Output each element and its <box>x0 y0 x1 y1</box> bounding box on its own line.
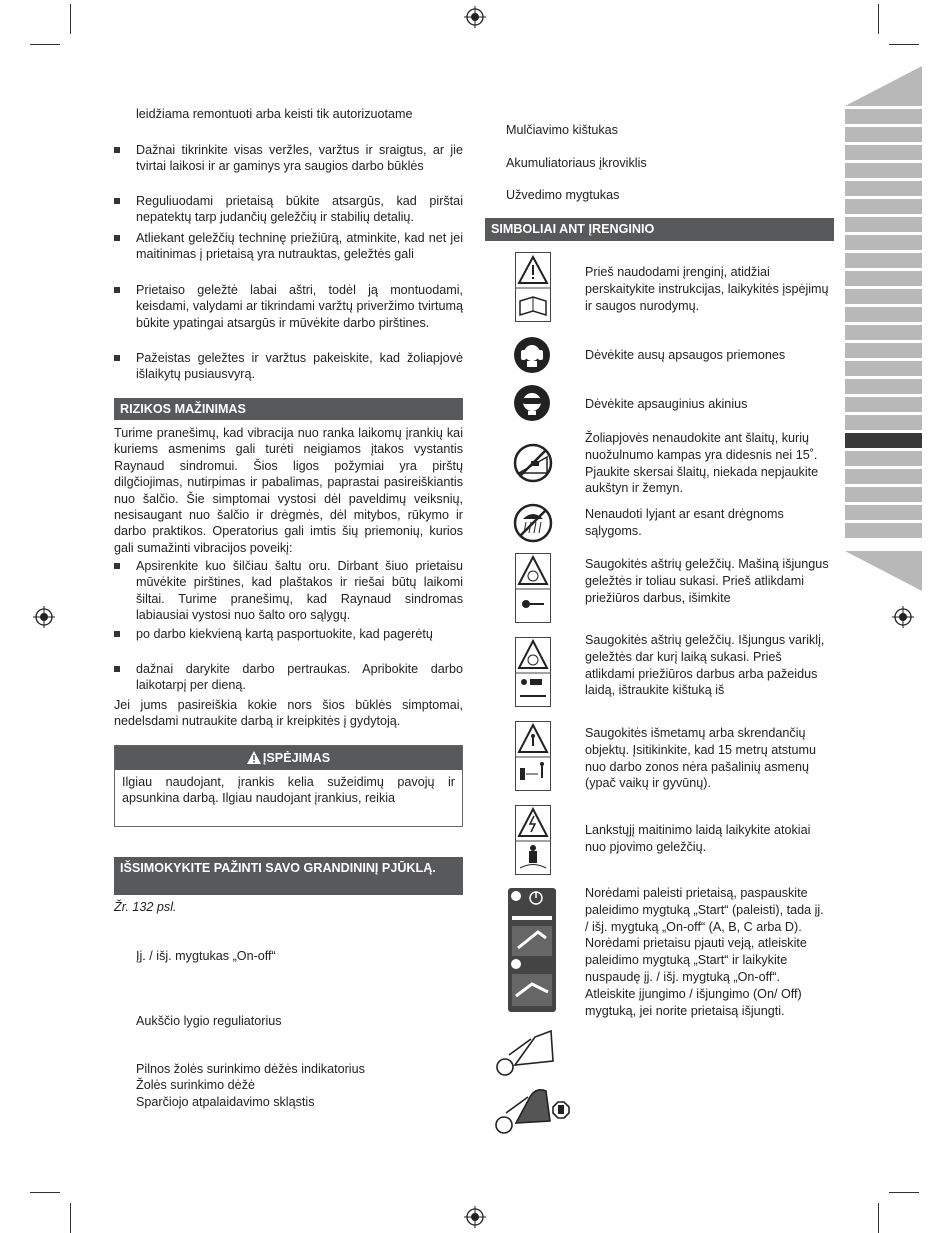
symbol-description: Norėdami paleisti prietaisą, paspauskite paleidimo mygtuką „Start“ (paleisti), tada įj. / išj. mygtuką „On-off“ (A, B, C arba D). Norėdami prietaisu pjauti veją, atleiskite paleidimo mygtuką „Start“ ir laikykite nuspaudę įj. / išj. mygtuką „On-off“. Atleiskite įjungimo / išjungimo (On/ Off) mygtuką, jei norite prietaisą išjungti. <box>585 886 824 1018</box>
symbol-description: Lankstųjį maitinimo laidą laikykite atokiai nuo pjovimo geležčių. <box>585 823 811 854</box>
crop-mark <box>70 1203 71 1233</box>
crop-mark <box>878 1203 879 1233</box>
thumb-tab <box>845 451 922 466</box>
registration-mark-icon <box>464 1206 486 1228</box>
crop-mark <box>878 4 879 34</box>
list-item: Dažnai tikrinkite visas veržles, varžtus ir sraigtus, ar jie tvirtai laikosi ir ar gaminys yra saugios darbo būklės <box>114 142 463 175</box>
thumb-tab <box>845 235 922 250</box>
registration-mark-icon <box>892 606 914 628</box>
symbol-description: Dėvėkite ausų apsaugos priemones <box>585 348 786 362</box>
list-item: dažnai darykite darbo pertraukas. Apribokite darbo laikotarpį per dieną. <box>114 661 463 694</box>
thumb-tab <box>845 289 922 304</box>
no-slope-icon <box>513 443 553 483</box>
warning-box <box>114 745 463 827</box>
thumb-tab <box>845 343 922 358</box>
section-heading-risk: RIZIKOS MAŽINIMAS <box>114 398 463 420</box>
page-reference: Žr. 132 psl. <box>114 900 177 914</box>
thrown-objects-icon <box>515 721 551 791</box>
eye-protection-icon <box>513 384 551 422</box>
registration-mark-icon <box>33 606 55 628</box>
thumb-tab <box>845 217 922 232</box>
thumb-tab <box>845 199 922 214</box>
thumb-tab <box>845 181 922 196</box>
mower-grass-bag-icon <box>495 1025 557 1077</box>
thumb-tab <box>845 127 922 142</box>
crop-mark <box>70 4 71 34</box>
thumb-tab <box>845 487 922 502</box>
warning-triangle-icon <box>247 751 261 764</box>
cable-away-icon <box>515 805 551 875</box>
ear-protection-icon <box>513 336 551 374</box>
thumb-tab <box>845 325 922 340</box>
registration-mark-icon <box>464 6 486 28</box>
part-label: Sparčiojo atpalaidavimo skląstis <box>136 1095 315 1109</box>
thumb-tab <box>845 523 922 538</box>
symbol-description: Žoliapjovės nenaudokite ant šlaitų, kurių nuožulnumo kampas yra didesnis nei 15˚. Pjaukite skersai šlaitų, niekada nepjaukite aukštyn ir žemyn. <box>585 431 819 496</box>
symbol-description: Prieš naudodami įrenginį, atidžiai perskaitykite instrukcijas, laikykitės įspėjimų ir saugos nurodymų. <box>585 265 829 313</box>
list-item: Prietaiso geležtė labai aštri, todėl ją montuodami, keisdami, valydami ar tikrindami varžtų priveržimo tvirtumą būkite ypatingai atsargūs ir mūvėkite darbo pirštines. <box>114 282 463 331</box>
part-label: Mulčiavimo kištukas <box>506 123 618 137</box>
risk-closing: Jei jums pasireiškia kokie nors šios būklės simptomai, nedelsdami nutraukite darbą ir kreipkitės į gydytoją. <box>114 698 463 729</box>
thumb-tab <box>845 109 922 124</box>
part-label: Žolės surinkimo dėžė <box>136 1078 255 1092</box>
list-item: Atliekant geležčių techninę priežiūrą, atminkite, kad net jei maitinimas į prietaisą yra nutrauktas, geležtės gali <box>114 230 463 263</box>
start-procedure-icon <box>508 888 556 1012</box>
thumb-tab <box>845 379 922 394</box>
list-item: Apsirenkite kuo šilčiau šaltu oru. Dirbant šiuo prietaisu mūvėkite pirštines, kad plaštakos ir riešai būtų laikomi šiltai. Turime pranešimų, kad Raynaud sindromas labiausiai vystosi nuo šalto oro sąlygų. <box>114 558 463 624</box>
thumb-tab-corner <box>845 66 922 108</box>
crop-mark <box>889 1192 919 1193</box>
thumb-tab <box>845 307 922 322</box>
symbol-description: Saugokitės išmetamų arba skrendančių objektų. Įsitikinkite, kad 15 metrų atstumu nuo darbo zonos nėra pašalinių asmenų (ypač vaikų ir gyvūnų). <box>585 726 816 791</box>
warning-read-manual-icon <box>515 252 551 322</box>
symbol-description: Dėvėkite apsauginius akinius <box>585 397 748 411</box>
thumb-tab <box>845 253 922 268</box>
crop-mark <box>30 44 60 45</box>
crop-mark <box>30 1192 60 1193</box>
part-label: Pilnos žolės surinkimo dėžės indikatorius <box>136 1062 365 1076</box>
crop-mark <box>889 44 919 45</box>
thumb-tab-corner <box>845 551 922 593</box>
warning-text: Ilgiau naudojant, įrankis kelia sužeidimų pavojų ir apsunkina darbą. Ilgiau naudojant įrankius, reikia <box>122 775 455 806</box>
symbol-description: Saugokitės aštrių geležčių. Mašiną išjungus geležtės ir toliau sukasi. Prieš atlikdami priežiūros darbus, išimkite <box>585 557 829 605</box>
list-item: Reguliuodami prietaisą būkite atsargūs, kad pirštai nepatektų tarp judančių geležčių ir stabilių detalių. <box>114 193 463 226</box>
list-item: Pažeistas geležtes ir varžtus pakeiskite, kad žoliapjovė išlaikytų pusiausvyrą. <box>114 350 463 383</box>
section-heading-know: IŠSIMOKYKITE PAŽINTI SAVO GRANDININĮ PJŪKLĄ. <box>114 857 463 895</box>
thumb-tab <box>845 415 922 430</box>
thumb-tab <box>845 397 922 412</box>
thumb-tab <box>845 163 922 178</box>
thumb-tab <box>845 271 922 286</box>
list-item: po darbo kiekvieną kartą pasportuokite, kad pagerėtų <box>114 626 463 642</box>
thumb-tab <box>845 145 922 160</box>
part-label: Įj. / išj. mygtukas „On-off“ <box>136 949 276 963</box>
warning-heading: ĮSPĖJIMAS <box>115 746 462 770</box>
thumb-tab <box>845 469 922 484</box>
no-rain-icon <box>513 503 553 543</box>
thumb-tab <box>845 361 922 376</box>
part-label: Užvedimo mygtukas <box>506 188 620 202</box>
thumb-tab <box>845 505 922 520</box>
part-label: Akumuliatoriaus įkroviklis <box>506 156 647 170</box>
risk-paragraph: Turime pranešimų, kad vibracija nuo ranka laikomų įrankių kai kuriems asmenims gali turėti neigiamos įtakos vystantis Raynaud sindromui. Šios ligos požymiai yra pirštų dilgčiojimas, nutirpimas ir pabalimas, paprastai pasireiškiantis nuo šalčio. Šie simptomai vystosi dėl paveldimų veiksnių, nesisaugant nuo šalčio ir drėgmės, dėl mitybos, rūkymo ir darbo praktikos. Operatorius gali imtis šių priemonių, kurios gali sumažinti vibracijos poveikį: <box>114 426 463 555</box>
thumb-tab <box>845 433 922 448</box>
symbol-description: Saugokitės aštrių geležčių. Išjungus variklį, geležtės dar kurį laiką sukasi. Prieš atlikdami priežiūros darbus arba pažeidus laidą, ištraukite kištuką iš <box>585 633 825 698</box>
part-label: Aukščio lygio reguliatorius <box>136 1014 282 1028</box>
section-heading-symbols: SIMBOLIAI ANT ĮRENGINIO <box>485 218 834 241</box>
sharp-blade-unplug-icon <box>515 637 551 707</box>
mower-full-bag-stop-icon <box>492 1083 574 1135</box>
sharp-blade-remove-key-icon <box>515 553 551 623</box>
intro-line: leidžiama remontuoti arba keisti tik autorizuotame <box>136 107 413 121</box>
symbol-description: Nenaudoti lyjant ar esant drėgnoms sąlygoms. <box>585 507 784 538</box>
